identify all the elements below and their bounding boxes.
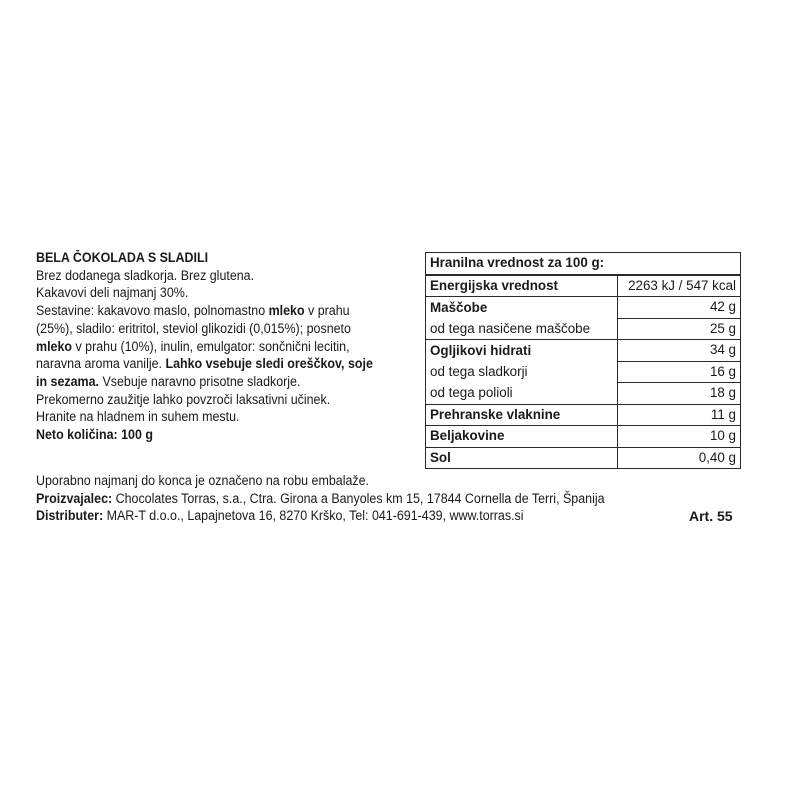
table-row <box>426 361 741 383</box>
nutrient-label: Prehranske vlaknine <box>426 404 618 426</box>
nutrient-label: Energijska vrednost <box>426 275 618 297</box>
producer-line: Proizvajalec: Chocolates Torras, s.a., Ctra. Girona a Banyoles km 15, 17844 Cornella de Terri, Španija <box>36 490 605 506</box>
ingredients-line-3: mleko v prahu (10%), inulin, emulgator: sončnični lecitin, <box>36 338 350 354</box>
nutrient-value: 34 g <box>618 340 741 362</box>
net-quantity: Neto količina: 100 g <box>36 427 153 443</box>
nutrient-value: 2263 kJ / 547 kcal <box>618 275 741 297</box>
best-before-note: Uporabno najmanj do konca je označeno na robu embalaže. <box>36 473 370 488</box>
nutrient-value: 11 g <box>618 404 741 426</box>
article-number: Art. 55 <box>689 508 733 524</box>
no-sugar-gluten-line: Brez dodanega sladkorja. Brez glutena. <box>36 267 255 283</box>
product-title: BELA ČOKOLADA S SLADILI <box>36 250 209 265</box>
storage-instructions: Hranite na hladnem in suhem mestu. <box>36 409 240 425</box>
nutrient-value: 18 g <box>618 383 741 405</box>
table-row <box>426 297 741 319</box>
table-row <box>426 383 741 405</box>
nutrient-value: 16 g <box>618 361 741 383</box>
table-row <box>426 447 741 469</box>
label-footer <box>36 472 605 525</box>
ingredients-line-1: Sestavine: kakavovo maslo, polnomastno mleko v prahu <box>36 303 350 319</box>
nutrient-label: Maščobe <box>426 297 618 319</box>
table-row <box>426 275 741 297</box>
nutrition-header-row <box>426 253 741 275</box>
nutrient-value: 42 g <box>618 297 741 319</box>
nutrient-value: 0,40 g <box>618 447 741 469</box>
nutrient-label: Beljakovine <box>426 426 618 448</box>
distributor-line: Distributer: MAR-T d.o.o., Lapajnetova 16, 8270 Krško, Tel: 041-691-439, www.torras.si <box>36 508 524 524</box>
table-row <box>426 340 741 362</box>
ingredients-line-2: (25%), sladilo: eritritol, steviol glikozidi (0,015%); posneto <box>36 320 351 336</box>
nutrient-label: od tega polioli <box>430 385 513 400</box>
nutrient-value: 10 g <box>618 426 741 448</box>
nutrition-header: Hranilna vrednost za 100 g: <box>430 255 605 271</box>
table-row <box>426 318 741 340</box>
nutrition-table <box>425 252 741 469</box>
product-description <box>36 249 394 444</box>
ingredients-line-4: naravna aroma vanilje. Lahko vsebuje sledi oreščkov, soje <box>36 356 373 372</box>
nutrient-label: od tega sladkorji <box>430 363 528 379</box>
table-row <box>426 426 741 448</box>
nutrient-label: Ogljikovi hidrati <box>426 340 618 362</box>
nutrient-value: 25 g <box>618 318 741 340</box>
ingredients-line-5: in sezama. Vsebuje naravno prisotne sladkorje. <box>36 373 301 389</box>
laxative-warning: Prekomerno zaužitje lahko povzroči laksativni učinek. <box>36 391 331 407</box>
nutrient-label: od tega nasičene maščobe <box>430 320 591 336</box>
table-row <box>426 404 741 426</box>
cocoa-content-line: Kakavovi deli najmanj 30%. <box>36 285 189 301</box>
nutrient-label: Sol <box>426 447 618 469</box>
